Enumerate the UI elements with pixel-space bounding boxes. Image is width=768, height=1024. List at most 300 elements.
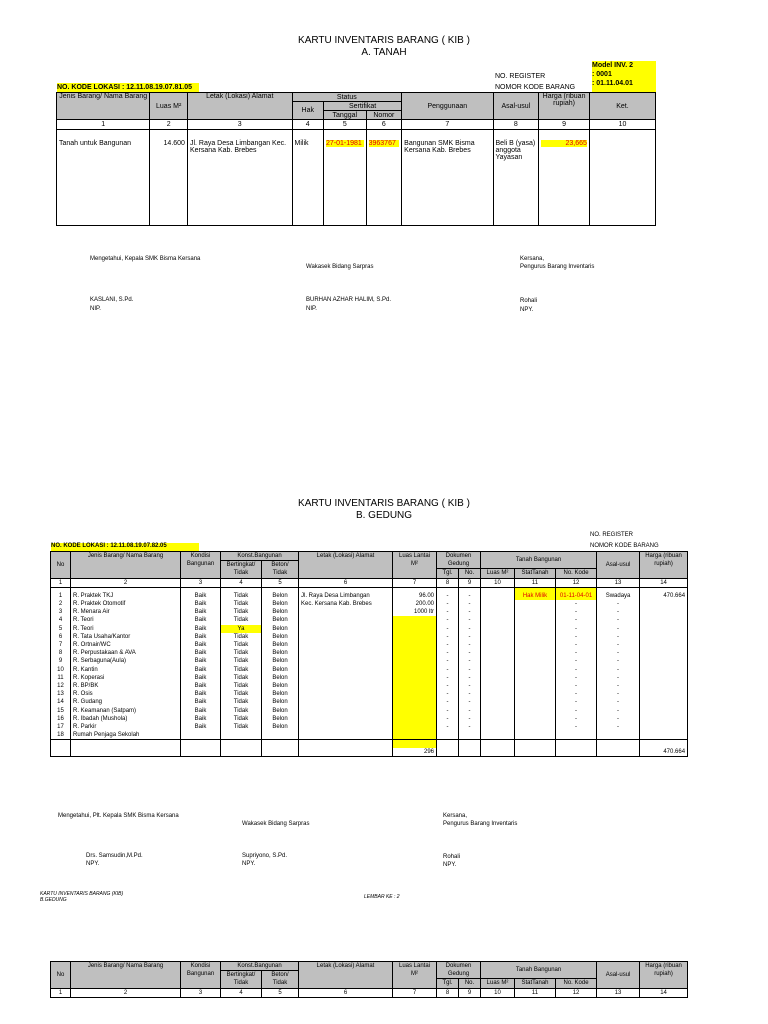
cell-letak bbox=[299, 625, 393, 633]
col-num: 5 bbox=[323, 120, 366, 130]
kode-barang-label-b: NOMOR KODE BARANG bbox=[590, 543, 659, 549]
cell-beton: Belon bbox=[262, 674, 299, 682]
col-num: 12 bbox=[556, 988, 597, 997]
col-num: 4 bbox=[221, 988, 262, 997]
cell-asal: - bbox=[597, 649, 640, 657]
col-num: 6 bbox=[366, 120, 402, 130]
kib-b-title: KARTU INVENTARIS BARANG ( KIB ) bbox=[298, 498, 470, 509]
sign-b-right-place: Kersana, bbox=[443, 813, 468, 819]
kib-b-table bbox=[50, 551, 688, 757]
cell-no: 14 bbox=[51, 698, 71, 706]
header-nokode: No. Kode bbox=[556, 569, 597, 578]
cell-luasm2 bbox=[481, 649, 515, 657]
model-label: Model INV. 2 bbox=[592, 62, 633, 69]
cell-no: 16 bbox=[51, 715, 71, 723]
sign-a-left-name: KASLANI, S.Pd. bbox=[90, 297, 134, 303]
cell-empty bbox=[640, 740, 688, 748]
cell-nokode: - bbox=[556, 698, 597, 706]
cell-letak bbox=[299, 707, 393, 715]
cell-nokode: - bbox=[556, 625, 597, 633]
cell-nokode: - bbox=[556, 600, 597, 608]
cell-letak bbox=[299, 666, 393, 674]
cell-tgl: - bbox=[437, 682, 459, 690]
cell-letak bbox=[299, 608, 393, 616]
cell-nama: R. Koperasi bbox=[71, 674, 181, 682]
cell-stattanah bbox=[515, 715, 556, 723]
header-harga-b: Harga (ribuan rupiah) bbox=[640, 962, 688, 989]
kode-barang-value: : 01.11.04.01 bbox=[592, 80, 633, 87]
register-value: : 0001 bbox=[592, 71, 612, 78]
total-luas: 296 bbox=[393, 748, 437, 757]
column-numbers-c bbox=[51, 988, 688, 997]
cell-luasm2 bbox=[481, 723, 515, 731]
cell-bertingkat: Tidak bbox=[221, 600, 262, 608]
cell-asal: - bbox=[597, 641, 640, 649]
column-numbers-b bbox=[51, 578, 688, 587]
cell-kondisi: Baik bbox=[181, 723, 221, 731]
header-nokode: No. Kode bbox=[556, 979, 597, 988]
cell-kondisi: Baik bbox=[181, 682, 221, 690]
cell-asal: Swadaya bbox=[597, 587, 640, 600]
cell-empty bbox=[459, 748, 481, 757]
header-luasm2: Luas M² bbox=[481, 569, 515, 578]
sign-b-mid-nip: NPY. bbox=[242, 861, 256, 867]
table-row bbox=[51, 649, 688, 657]
cell-bertingkat: Ya bbox=[221, 625, 262, 633]
cell-asal: - bbox=[597, 608, 640, 616]
kib-b-subtitle: B. GEDUNG bbox=[355, 510, 413, 521]
kode-lokasi-b: NO. KODE LOKASI : 12.11.08.19.07.82.05 bbox=[51, 543, 199, 551]
header-bertingkat: Bertingkat/ Tidak bbox=[221, 971, 262, 988]
cell-bertingkat: Tidak bbox=[221, 707, 262, 715]
cell-bertingkat: Tidak bbox=[221, 657, 262, 665]
col-num: 4 bbox=[292, 120, 323, 130]
sign-a-right-title: Pengurus Barang Inventaris bbox=[520, 264, 595, 270]
cell-no-dok: - bbox=[459, 600, 481, 608]
kib-a-title: KARTU INVENTARIS BARANG ( KIB ) bbox=[298, 35, 470, 46]
cell-tgl: - bbox=[437, 723, 459, 731]
cell-harga bbox=[640, 731, 688, 740]
cell-kondisi: Baik bbox=[181, 674, 221, 682]
model-inv-box bbox=[592, 61, 656, 92]
table-row bbox=[51, 698, 688, 706]
cell-empty bbox=[262, 748, 299, 757]
cell-nama: R. Keamanan (Satpam) bbox=[71, 707, 181, 715]
cell-nokode: - bbox=[556, 616, 597, 624]
cell-letak bbox=[299, 616, 393, 624]
cell-nokode: - bbox=[556, 715, 597, 723]
cell-no: 2 bbox=[51, 600, 71, 608]
header-dokumen: Dokumen Gedung bbox=[437, 552, 481, 569]
kib-b-table-continued bbox=[50, 961, 688, 998]
cell-asal: - bbox=[597, 657, 640, 665]
cell-letak bbox=[299, 649, 393, 657]
col-num: 1 bbox=[51, 988, 71, 997]
cell-luas bbox=[393, 633, 437, 641]
cell-beton: Belon bbox=[262, 649, 299, 657]
cell-no-dok: - bbox=[459, 674, 481, 682]
cell-no-dok: - bbox=[459, 633, 481, 641]
cell-nama: R. Ibadah (Mushola) bbox=[71, 715, 181, 723]
cell-harga bbox=[640, 616, 688, 624]
cell-luas: 200.00 bbox=[393, 600, 437, 608]
header-konst: Konst.Bangunan bbox=[221, 962, 299, 971]
cell-empty bbox=[262, 740, 299, 748]
cell-luas: 14.600 bbox=[150, 130, 188, 226]
cell-luasm2 bbox=[481, 674, 515, 682]
cell-stattanah bbox=[515, 616, 556, 624]
header-letak: Letak (Lokasi) Alamat bbox=[187, 93, 292, 120]
cell-bertingkat: Tidak bbox=[221, 690, 262, 698]
cell-luas bbox=[393, 690, 437, 698]
table-row bbox=[51, 715, 688, 723]
cell-no-dok bbox=[459, 731, 481, 740]
table-row bbox=[51, 616, 688, 624]
col-num: 8 bbox=[437, 578, 459, 587]
sign-b-mid-name: Supriyono, S.Pd. bbox=[242, 853, 288, 859]
cell-harga bbox=[640, 707, 688, 715]
cell-harga bbox=[640, 674, 688, 682]
table-row bbox=[57, 130, 656, 226]
cell-letak: Jl. Raya Desa Limbangan bbox=[299, 587, 393, 600]
table-row bbox=[51, 625, 688, 633]
cell-harga bbox=[640, 657, 688, 665]
cell-empty bbox=[515, 748, 556, 757]
header-beton: Beton/ Tidak bbox=[262, 561, 299, 578]
cell-stattanah bbox=[515, 649, 556, 657]
cell-letak bbox=[299, 682, 393, 690]
col-num: 2 bbox=[150, 120, 188, 130]
cell-asal: - bbox=[597, 666, 640, 674]
table-row bbox=[51, 707, 688, 715]
cell-beton: Belon bbox=[262, 707, 299, 715]
col-num: 2 bbox=[71, 988, 181, 997]
header-no-dok: No. bbox=[459, 569, 481, 578]
cell-luasm2 bbox=[481, 600, 515, 608]
header-kondisi: Kondisi Bangunan bbox=[181, 552, 221, 579]
cell-beton: Belon bbox=[262, 633, 299, 641]
cell-tgl: - bbox=[437, 616, 459, 624]
cell-kondisi: Baik bbox=[181, 715, 221, 723]
cell-nokode: - bbox=[556, 666, 597, 674]
cell-letak bbox=[299, 641, 393, 649]
cell-letak bbox=[299, 715, 393, 723]
table-row bbox=[51, 666, 688, 674]
cell-asal: - bbox=[597, 625, 640, 633]
cell-letak bbox=[299, 657, 393, 665]
cell-tgl: - bbox=[437, 690, 459, 698]
cell-kondisi: Baik bbox=[181, 649, 221, 657]
col-num: 2 bbox=[71, 578, 181, 587]
header-letak-b: Letak (Lokasi) Alamat bbox=[299, 552, 393, 579]
cell-bertingkat: Tidak bbox=[221, 682, 262, 690]
cell-empty bbox=[556, 740, 597, 748]
col-num: 11 bbox=[515, 988, 556, 997]
col-num: 14 bbox=[640, 988, 688, 997]
cell-stattanah bbox=[515, 600, 556, 608]
header-no: No bbox=[51, 962, 71, 989]
cell-stattanah bbox=[515, 625, 556, 633]
cell-empty bbox=[459, 740, 481, 748]
cell-bertingkat: Tidak bbox=[221, 633, 262, 641]
header-asal: Asal-usul bbox=[493, 93, 539, 120]
cell-empty bbox=[221, 748, 262, 757]
header-sertifikat: Sertifikat bbox=[323, 102, 401, 111]
cell-luasm2 bbox=[481, 657, 515, 665]
cell-luasm2 bbox=[481, 587, 515, 600]
cell-no-dok: - bbox=[459, 657, 481, 665]
cell-no: 3 bbox=[51, 608, 71, 616]
header-stattanah: StatTanah bbox=[515, 979, 556, 988]
col-num: 10 bbox=[481, 988, 515, 997]
cell-luasm2 bbox=[481, 666, 515, 674]
sign-b-left-title: Mengetahui, Plt. Kepala SMK Bisma Kersana bbox=[58, 813, 179, 819]
cell-bertingkat: Tidak bbox=[221, 616, 262, 624]
cell-beton: Belon bbox=[262, 616, 299, 624]
cell-hak: Milik bbox=[292, 130, 323, 226]
cell-luas bbox=[393, 616, 437, 624]
header-no-dok: No. bbox=[459, 979, 481, 988]
col-num: 11 bbox=[515, 578, 556, 587]
header-luas-b: Luas Lantai M² bbox=[393, 962, 437, 989]
col-num: 9 bbox=[459, 578, 481, 587]
header-luasm2: Luas M² bbox=[481, 979, 515, 988]
cell-tgl: - bbox=[437, 707, 459, 715]
cell-asal: - bbox=[597, 698, 640, 706]
cell-bertingkat: Tidak bbox=[221, 674, 262, 682]
cell-kondisi: Baik bbox=[181, 608, 221, 616]
cell-no-dok: - bbox=[459, 616, 481, 624]
col-num: 3 bbox=[181, 578, 221, 587]
cell-luasm2 bbox=[481, 641, 515, 649]
cell-no-dok: - bbox=[459, 698, 481, 706]
col-num: 4 bbox=[221, 578, 262, 587]
table-row bbox=[51, 587, 688, 600]
cell-harga bbox=[640, 723, 688, 731]
header-no: No bbox=[51, 552, 71, 579]
cell-nokode: - bbox=[556, 682, 597, 690]
cell-penggunaan: Bangunan SMK Bisma Kersana Kab. Brebes bbox=[402, 130, 493, 226]
cell-luasm2 bbox=[481, 682, 515, 690]
cell-empty bbox=[597, 748, 640, 757]
cell-tgl: - bbox=[437, 633, 459, 641]
sign-a-right-place: Kersana, bbox=[520, 256, 545, 262]
table-row bbox=[51, 633, 688, 641]
cell-tgl: - bbox=[437, 657, 459, 665]
cell-asal: - bbox=[597, 682, 640, 690]
kib-a-table bbox=[56, 92, 656, 226]
cell-empty bbox=[597, 740, 640, 748]
cell-asal: - bbox=[597, 633, 640, 641]
cell-asal: Beli B (yasa) anggota Yayasan bbox=[493, 130, 539, 226]
cell-no: 5 bbox=[51, 625, 71, 633]
cell-asal: - bbox=[597, 715, 640, 723]
header-luas: Luas M² bbox=[150, 93, 188, 120]
sign-a-left-title: Mengetahui, Kepala SMK Bisma Kersana bbox=[90, 256, 201, 262]
cell-stattanah bbox=[515, 707, 556, 715]
cell-tgl: - bbox=[437, 674, 459, 682]
table-row bbox=[51, 690, 688, 698]
cell-nama: R. Osis bbox=[71, 690, 181, 698]
cell-luas bbox=[393, 666, 437, 674]
cell-no: 7 bbox=[51, 641, 71, 649]
cell-harga bbox=[640, 698, 688, 706]
header-status: Status bbox=[292, 93, 402, 102]
cell-no: 8 bbox=[51, 649, 71, 657]
cell-harga bbox=[640, 641, 688, 649]
cell-beton bbox=[262, 731, 299, 740]
cell-asal: - bbox=[597, 723, 640, 731]
col-num: 6 bbox=[299, 578, 393, 587]
cell-no-dok: - bbox=[459, 625, 481, 633]
cell-tgl: - bbox=[437, 641, 459, 649]
cell-letak bbox=[299, 633, 393, 641]
cell-stattanah: Hak Milik bbox=[515, 587, 556, 600]
cell-luasm2 bbox=[481, 698, 515, 706]
col-num: 14 bbox=[640, 578, 688, 587]
cell-luasm2 bbox=[481, 633, 515, 641]
sign-a-mid-nip: NIP. bbox=[306, 306, 317, 312]
cell-stattanah bbox=[515, 608, 556, 616]
header-tanah: Tanah Bangunan bbox=[481, 962, 597, 979]
cell-stattanah bbox=[515, 666, 556, 674]
table-row bbox=[51, 731, 688, 740]
col-num: 8 bbox=[437, 988, 459, 997]
footer-left: KARTU INVENTARIS BARANG (KIB) B.GEDUNG bbox=[40, 891, 124, 903]
col-num: 1 bbox=[51, 578, 71, 587]
cell-bertingkat: Tidak bbox=[221, 641, 262, 649]
cell-asal: - bbox=[597, 616, 640, 624]
header-jenis: Jenis Barang/ Nama Barang bbox=[57, 93, 150, 120]
col-num: 5 bbox=[262, 988, 299, 997]
table-row bbox=[51, 600, 688, 608]
col-num: 9 bbox=[459, 988, 481, 997]
col-num: 7 bbox=[393, 988, 437, 997]
cell-luasm2 bbox=[481, 625, 515, 633]
header-harga-b: Harga (ribuan rupiah) bbox=[640, 552, 688, 579]
col-num: 7 bbox=[393, 578, 437, 587]
cell-bertingkat: Tidak bbox=[221, 698, 262, 706]
cell-beton: Belon bbox=[262, 657, 299, 665]
cell-luas bbox=[393, 674, 437, 682]
header-hak: Hak bbox=[292, 102, 323, 120]
cell-nama: R. Teori bbox=[71, 625, 181, 633]
header-jenis-b: Jenis Barang/ Nama Barang bbox=[71, 552, 181, 579]
cell-letak bbox=[299, 723, 393, 731]
cell-no: 15 bbox=[51, 707, 71, 715]
cell-empty bbox=[393, 740, 437, 748]
cell-nokode: - bbox=[556, 649, 597, 657]
cell-letak: Jl. Raya Desa Limbangan Kec. Kersana Kab. Brebes bbox=[187, 130, 292, 226]
cell-tgl bbox=[437, 731, 459, 740]
cell-no-dok: - bbox=[459, 715, 481, 723]
cell-tgl: - bbox=[437, 587, 459, 600]
cell-beton: Belon bbox=[262, 723, 299, 731]
cell-empty bbox=[481, 740, 515, 748]
cell-asal bbox=[597, 731, 640, 740]
cell-nama: R. Gudang bbox=[71, 698, 181, 706]
cell-stattanah bbox=[515, 723, 556, 731]
cell-no: 11 bbox=[51, 674, 71, 682]
cell-no-dok: - bbox=[459, 666, 481, 674]
cell-no: 6 bbox=[51, 633, 71, 641]
cell-letak: Kec. Kersana Kab. Brebes bbox=[299, 600, 393, 608]
cell-kondisi: Baik bbox=[181, 616, 221, 624]
cell-nokode bbox=[556, 731, 597, 740]
total-row bbox=[51, 748, 688, 757]
cell-harga bbox=[640, 633, 688, 641]
cell-nama: R. Menara Air bbox=[71, 608, 181, 616]
register-label-b: NO. REGISTER bbox=[590, 532, 634, 538]
cell-nama: Rumah Penjaga Sekolah bbox=[71, 731, 181, 740]
cell-tgl: - bbox=[437, 666, 459, 674]
cell-letak bbox=[299, 690, 393, 698]
cell-no-dok: - bbox=[459, 649, 481, 657]
cell-luas bbox=[393, 641, 437, 649]
cell-letak bbox=[299, 674, 393, 682]
cell-nokode: - bbox=[556, 674, 597, 682]
cell-no: 4 bbox=[51, 616, 71, 624]
cell-empty bbox=[71, 740, 181, 748]
header-tanah: Tanah Bangunan bbox=[481, 552, 597, 569]
col-num: 13 bbox=[597, 988, 640, 997]
cell-bertingkat: Tidak bbox=[221, 608, 262, 616]
cell-harga bbox=[640, 682, 688, 690]
header-nomor: Nomor bbox=[366, 111, 402, 120]
cell-nama: R. Ortnair/WC bbox=[71, 641, 181, 649]
cell-tgl: - bbox=[437, 715, 459, 723]
cell-beton: Belon bbox=[262, 690, 299, 698]
cell-letak bbox=[299, 698, 393, 706]
cell-empty bbox=[71, 748, 181, 757]
header-penggunaan: Penggunaan bbox=[402, 93, 493, 120]
cell-harga bbox=[640, 649, 688, 657]
total-harga: 470.664 bbox=[640, 748, 688, 757]
cell-stattanah bbox=[515, 641, 556, 649]
col-num: 1 bbox=[57, 120, 150, 130]
cell-harga bbox=[640, 690, 688, 698]
cell-luas: 1000 ltr bbox=[393, 608, 437, 616]
cell-ket bbox=[589, 130, 655, 226]
col-num: 5 bbox=[262, 578, 299, 587]
header-beton: Beton/ Tidak bbox=[262, 971, 299, 988]
header-kondisi: Kondisi Bangunan bbox=[181, 962, 221, 989]
header-jenis-b: Jenis Barang/ Nama Barang bbox=[71, 962, 181, 989]
cell-kondisi: Baik bbox=[181, 657, 221, 665]
cell-bertingkat: Tidak bbox=[221, 666, 262, 674]
header-tanggal: Tanggal bbox=[323, 111, 366, 120]
cell-nokode: - bbox=[556, 707, 597, 715]
sign-a-right-name: Rohali bbox=[520, 298, 538, 304]
cell-nokode: 01-11-04-01 bbox=[556, 587, 597, 600]
header-asal-b: Asal-usul bbox=[597, 552, 640, 579]
cell-tgl: - bbox=[437, 600, 459, 608]
col-num: 6 bbox=[299, 988, 393, 997]
cell-luas bbox=[393, 649, 437, 657]
register-label: NO. REGISTER bbox=[495, 73, 546, 80]
cell-nokode: - bbox=[556, 608, 597, 616]
sign-a-left-nip: NIP. bbox=[90, 306, 101, 312]
cell-empty bbox=[556, 748, 597, 757]
sign-a-mid-title: Wakasek Bidang Sarpras bbox=[306, 264, 374, 270]
cell-harga: 470.664 bbox=[640, 587, 688, 600]
sign-b-left-nip: NPY. bbox=[86, 861, 100, 867]
cell-stattanah bbox=[515, 657, 556, 665]
cell-kondisi: Baik bbox=[181, 587, 221, 600]
cell-harga bbox=[640, 715, 688, 723]
header-letak-b: Letak (Lokasi) Alamat bbox=[299, 962, 393, 989]
cell-luasm2 bbox=[481, 690, 515, 698]
